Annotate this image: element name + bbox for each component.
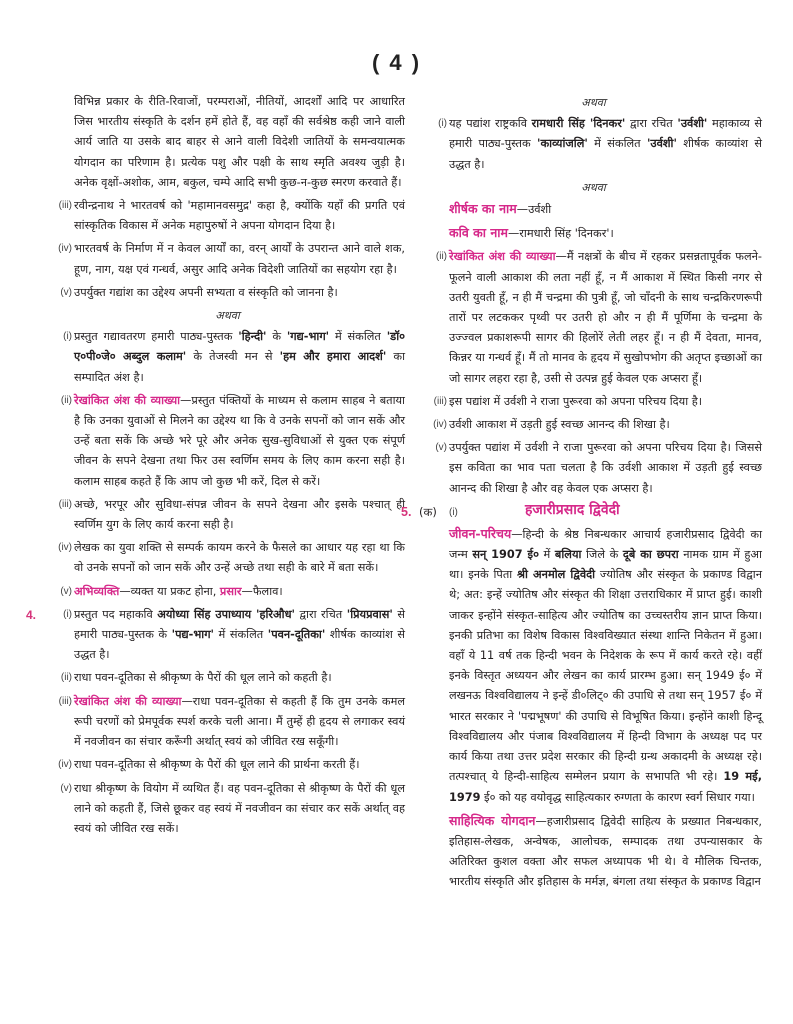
text-run: यह पद्यांश राष्ट्रकवि: [449, 117, 532, 131]
item-index: (iii): [58, 695, 72, 707]
item-text: उर्वशी आकाश में उड़ती हुई स्वच्छ आनन्द की शिखा है।: [449, 418, 670, 432]
text-run: —हिन्दी के श्रेष्ठ निबन्धकार आचार्य हजारीप्रसाद द्विवेदी का जन्म: [449, 527, 762, 562]
bold-run: 'उर्वशी': [646, 137, 677, 151]
bold-run: 'पद्य-भाग': [171, 628, 215, 642]
item-index: (iv): [433, 419, 447, 431]
bold-run: 'हम और हमारा आदर्श': [279, 350, 387, 364]
item-text: —हजारीप्रसाद द्विवेदी साहित्य के प्रख्यात निबन्धकार, इतिहास-लेखक, अन्वेषक, आलोचक, सम्पादक तथा उपन्यासकार के अतिरिक्त कुशल वक्ता और सफल अध्यापक भी थे। वे मौलिक चिन्तक, भारतीय संस्कृति और इतिहास के मर्मज्ञ, बंगला तथा संस्कृत के प्रकाण्ड विद्वान: [449, 814, 762, 889]
item-index: (iv): [58, 759, 72, 771]
bold-run: 19 मई, 1979: [449, 770, 762, 804]
item-index: (iv): [58, 542, 72, 554]
item-text: भारतवर्ष के निर्माण में न केवल आर्यों का, वरन् आर्यों के उपरान्त आने वाले शक, हूण, नाग, यक्ष एवं गन्धर्व, असुर आदि अनेक विदेशी जातियों का सहयोग रहा है।: [74, 242, 405, 276]
answer-item: [50, 668, 405, 688]
text-run: में: [538, 548, 555, 562]
item-index: (i): [449, 506, 458, 518]
bold-run: श्री अनमोल द्विवेदी: [517, 568, 596, 582]
answer-item: [50, 391, 405, 492]
item-index: (i): [63, 608, 72, 620]
athva-divider: अथवा: [581, 180, 606, 194]
highlight-label: साहित्यिक योगदान: [449, 812, 536, 828]
question-number: 4.: [26, 607, 37, 622]
highlight-label: रेखांकित अंश की व्याख्या: [74, 393, 181, 407]
answer-item: [425, 415, 762, 435]
item-index: (iii): [58, 498, 72, 510]
text-run: के: [266, 330, 287, 344]
title-value: —उर्वशी: [516, 203, 552, 217]
bold-run: बलिया: [554, 548, 582, 562]
text-run: द्वारा रचित: [295, 607, 347, 621]
item-text: लेखक का युवा शक्ति से सम्पर्क कायम करने के फैसले का आधार यह रहा था कि वो उनके सपनों को जान सकें और उन्हें अच्छे तथा सही के बारे में बता सकें।: [74, 541, 405, 575]
item-text: रवीन्द्रनाथ ने भारतवर्ष को 'महामानवसमुद्र' कहा है, क्योंकि यहाँ की प्रगति एवं सांस्कृतिक विकास में अनेक महापुरुषों ने अपना योगदान दिया है।: [74, 199, 405, 233]
answer-item: [50, 239, 405, 279]
item-index: (v): [60, 782, 72, 794]
question-5-heading: [401, 501, 762, 524]
text-run: प्रस्तुत गद्यावतरण हमारी पाठ्य-पुस्तक: [74, 330, 239, 344]
sub-question-label: (क): [419, 504, 437, 519]
text-run: जिले के: [581, 548, 623, 562]
answer-item: [50, 582, 405, 602]
section-title: हजारीप्रसाद द्विवेदी: [525, 501, 620, 518]
text-run: प्रस्तुत पद महाकवि: [74, 607, 158, 621]
answer-item: [425, 392, 762, 412]
page-number: ( 4 ): [371, 50, 422, 75]
item-text: उपर्युक्त गद्यांश का उद्देश्य अपनी सभ्यता व संस्कृति को जानना है।: [74, 285, 338, 299]
text-run: —फैलाव।: [241, 584, 283, 598]
text-run: में संकलित: [214, 628, 268, 642]
answer-item: [425, 114, 762, 175]
text-run: शीर्षक काव्यांश से उद्धत है।: [449, 137, 763, 171]
item-text: अच्छे, भरपूर और सुविधा-संपन्न जीवन के सपने देखना और इसके पश्चात् ही स्वर्णिम युग के लिए कार्य करना सही है।: [74, 497, 405, 532]
text-run: में संकलित: [329, 330, 387, 344]
item-index: (v): [435, 442, 447, 454]
answer-item: [50, 755, 405, 775]
bold-run: सन् 1907 ई०: [472, 548, 539, 562]
item-index: (ii): [60, 672, 72, 684]
text-run: ज्योतिष और संस्कृत के प्रकाण्ड विद्वान थे; अत: इन्हें ज्योतिष और संस्कृत की शिक्षा उत्तराधिकार में प्राप्त हुई। काशी जाकर इन्होंने संस्कृत-साहित्य और ज्योतिष का उच्चस्तरीय ज्ञान प्राप्त किया। इनकी प्रतिभा का विशेष विकास विश्वविख्यात संस्था शान्ति निकेतन में हुआ। वहाँ ये 11 वर्ष तक हिन्दी भवन के निदेशक के रूप में कार्य करते रहे। वहीं इनके विस्तृत अध्ययन और लेखन का कार्य प्रारम्भ हुआ। सन् 1949 ई० में लखनऊ विश्वविद्यालय ने इन्हें डी०लिट्० की उपाधि से तथा सन् 1957 ई० में भारत सरकार ने 'पद्मभूषण' की उपाधि से विभूषित किया। इन्होंने काशी हिन्दू विश्वविद्यालय और पंजाब विश्वविद्यालय में हिन्दी विभाग के अध्यक्ष पद पर कार्य किया तथा उत्तर प्रदेश सरकार की हिन्दी ग्रन्थ अकादमी के अध्यक्ष रहे। तत्पश्चात् ये हिन्दी-साहित्य सम्मेलन प्रयाग के सभापति भी रहे।: [449, 568, 762, 784]
item-text: राधा पवन-दूतिका से श्रीकृष्ण के पैरों की धूल लाने की प्रार्थना करती हैं।: [74, 758, 360, 772]
question-4-item: [26, 605, 406, 666]
text-run: से हमारी पाठ्य-पुस्तक के: [74, 607, 406, 642]
right-column: [401, 92, 763, 896]
item-index: (i): [438, 118, 447, 130]
text-run: में संकलित: [587, 137, 647, 151]
athva-divider: अथवा: [581, 96, 606, 109]
item-text: राधा श्रीकृष्ण के वियोग में व्यथित हैं। वह पवन-दूतिका से श्रीकृष्ण के पैरों की धूल लाने को कहती हैं, जिसे छूकर वह स्वयं में नवजीवन का संचार कर सकें अर्थात् वह स्वयं को जीवित रख सकें।: [74, 781, 405, 835]
poet-value: —रामधारी सिंह 'दिनकर'।: [507, 227, 614, 241]
paragraph-text: विभिन्न प्रकार के रीति-रिवाजों, परम्पराओं, नीतियों, आदर्शों आदि पर आधारित जिस भारतीय संस्कृति के दर्शन हमें होते हैं, वह वहाँ की सर्वश्रेष्ठ कही जाने वाली आर्य जाति या उसके बाद बाहर से आने वाली विदेशी जातियों के समन्वयात्मक योगदान का परिणाम है। प्रत्येक पशु और पक्षी के साथ स्मृति अवश्य जुड़ी है। अनेक वृक्षों-अशोक, आम, बकुल, चम्पे आदि सभी कुछ-न-कुछ स्मरण करवाते हैं।: [74, 95, 405, 189]
highlight-label: शीर्षक का नाम: [449, 201, 517, 217]
highlight-label: जीवन-परिचय: [449, 525, 512, 541]
answer-item: [50, 692, 405, 753]
bold-run: 'डॉ० ए०पी०जे० अब्दुल कलाम': [74, 330, 406, 364]
item-text: —प्रस्तुत पंक्तियों के माध्यम से कलाम साहब ने बताया है कि उनका युवाओं से मिलने का उद्देश्य था कि वे उनके सपनों को जान सकें और उन्हें बता सकें कि अच्छे भरे पूरे और अनेक सुख-सुविधाओं से युक्त एक संपूर्ण जीवन के सपने देखना तथा फिर उस स्वर्णिम समय के लिए काम करना सही है। कलाम साहब कहते हैं कि आप जो कुछ भी करें, दिल से करें।: [74, 393, 405, 488]
text-run: ई० को यह वयोवृद्ध साहित्यकार रुग्णता के कारण स्वर्ग सिधार गया।: [480, 790, 755, 804]
item-index: (i): [63, 331, 72, 343]
item-text: —राधा पवन-दूतिका से कहती हैं कि तुम उनके कमल रूपी चरणों को प्रेमपूर्वक स्पर्श करके चली आना। मैं तुम्हें ही हृदय से लगाकर स्वयं में नवजीवन का संचार करूँगी अर्थात् स्वयं को जीवित रख सकूँगी।: [74, 694, 405, 749]
item-index: (ii): [60, 394, 72, 406]
highlight-label: रेखांकित अंश की व्याख्या: [449, 250, 556, 264]
item-index: (iii): [433, 395, 447, 407]
left-column: [26, 92, 406, 842]
answer-item: [50, 196, 405, 236]
answer-item: [50, 495, 405, 535]
bold-run: दूबे का छपरा: [622, 548, 679, 562]
item-index: (iii): [58, 200, 72, 212]
highlight-label: प्रसार: [219, 584, 242, 598]
item-index: (iv): [58, 243, 72, 255]
bold-run: रामधारी सिंह 'दिनकर': [531, 117, 626, 131]
text-run: महाकाव्य से हमारी पाठ्य-पुस्तक: [449, 117, 763, 151]
item-text: इस पद्यांश में उर्वशी ने राजा पुरूरवा को अपना परिचय दिया है।: [449, 394, 703, 408]
answer-item: [425, 247, 762, 388]
highlight-label: अभिव्यक्ति: [74, 584, 120, 598]
text-run: नामक ग्राम में हुआ था। इनके पिता: [449, 548, 762, 582]
contribution-paragraph: [425, 811, 762, 893]
highlight-label: कवि का नाम: [449, 225, 508, 241]
item-text: उपर्युक्त पद्यांश में उर्वशी ने राजा पुरूरवा को अपना परिचय दिया है। जिससे इस कविता का भाव पता चलता है कि उर्वशी आकाश में उड़ती हुई स्वच्छ आनन्द की शिखा है और वह केवल एक अप्सरा है।: [449, 441, 762, 495]
item-index: (v): [60, 286, 72, 298]
answer-item: [50, 538, 405, 578]
bold-run: 'पवन-दूतिका': [267, 628, 326, 642]
paragraph-intro: [50, 92, 405, 193]
text-run: द्वारा रचित: [625, 117, 678, 131]
answer-item: [50, 779, 405, 840]
answer-item: [50, 327, 405, 388]
text-run: शीर्षक काव्यांश से उद्धत है।: [74, 628, 405, 662]
title-line: [425, 199, 762, 220]
answer-item: [50, 283, 405, 303]
item-index: (v): [60, 585, 72, 597]
text-run: का सम्पादित अंश है।: [74, 350, 406, 384]
bold-run: अयोध्या सिंह उपाध्याय 'हरिऔध': [157, 607, 296, 621]
highlight-label: रेखांकित अंश की व्याख्या: [74, 694, 182, 708]
bold-run: 'उर्वशी': [677, 117, 708, 131]
text-run: —व्यक्त या प्रकट होना,: [119, 584, 220, 598]
poet-line: [425, 223, 762, 244]
item-text: —मैं नक्षत्रों के बीच में रहकर प्रसन्नतापूर्वक फलने-फूलने वाली आकाश की लता नहीं हूँ, न मैं आकाश में स्थित किसी नगर से उतरी युवती हूँ, न ही मैं चन्द्रमा की पुत्री हूँ, जो चाँदनी के साथ चन्द्रकिरणरूपी तारों पर लटककर पृथ्वी पर उतरी हो और न ही मैं पूर्णिमा के चन्द्रमा के उज्ज्वल प्रकाशरूपी सागर की हिलोरें लेती लहर हूँ। न ही मैं देवता, मानव, किन्नर या गन्धर्व हूँ। मैं तो मानव के हृदय में सुखोपभोग की अतृप्त इच्छाओं का जो सागर लहरा रहा है, उसी से उत्पन्न हुई केवल एक अप्सरा हूँ।: [449, 250, 762, 385]
biography-paragraph: [425, 524, 762, 808]
athva-divider: अथवा: [215, 309, 240, 323]
text-run: के तेजस्वी मन से: [186, 350, 280, 364]
item-text: राधा पवन-दूतिका से श्रीकृष्ण के पैरों की धूल लाने को कहती है।: [74, 671, 332, 685]
bold-run: 'काव्यांजलि': [537, 137, 588, 151]
bold-run: 'गद्य-भाग': [286, 330, 330, 344]
question-number: 5.: [401, 504, 412, 519]
answer-item: [425, 438, 762, 499]
item-index: (ii): [435, 251, 447, 263]
bold-run: 'हिन्दी': [238, 330, 267, 344]
bold-run: 'प्रियप्रवास': [346, 607, 393, 621]
